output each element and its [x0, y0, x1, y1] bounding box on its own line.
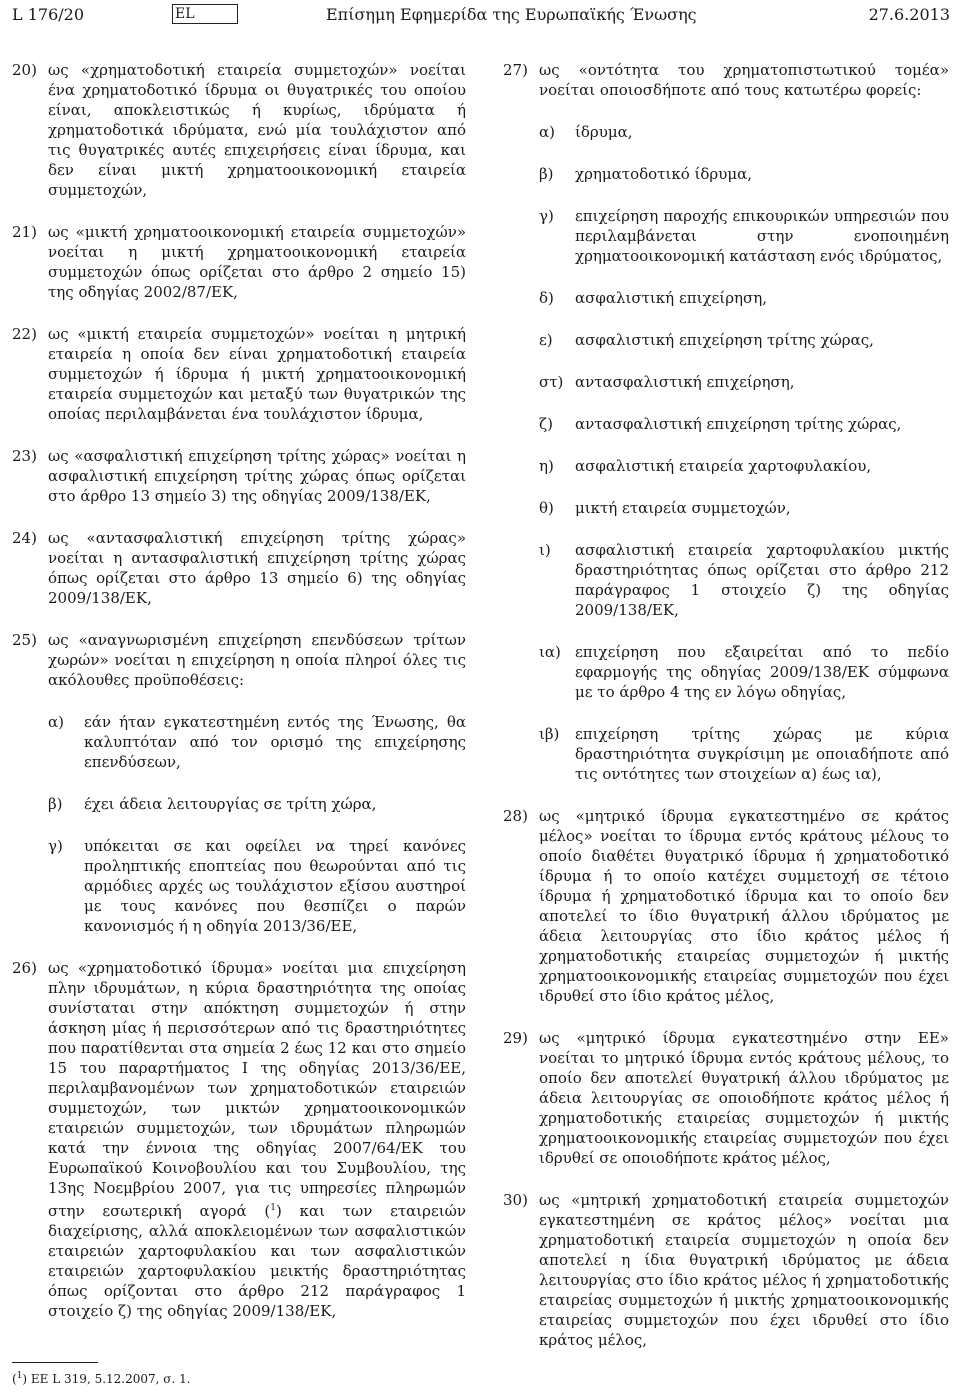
sub-label: α): [48, 713, 64, 731]
item-text: ως «μικτή εταιρεία συμμετοχών» νοείται η μητρική εταιρεία η οποία δεν είναι χρηματοδοτική εταιρεία συμμετοχών ή ίδρυμα ή μικτή χρηματοοικονομική εταιρεία συμμετοχών και μεταξύ των θυγατρικών της οποίας περιλαμβάνεται ένα τουλάχιστον ίδρυμα,: [48, 325, 466, 423]
sub-label: α): [539, 123, 555, 141]
definition-24: [12, 528, 466, 608]
item-text: ως «μικτή χρηματοοικονομική εταιρεία συμμετοχών» νοείται η μικτή χρηματοοικονομική εταιρεία συμμετοχών όπως ορίζεται στο άρθρο 2 σημείο 15) της οδηγίας 2002/87/ΕΚ,: [48, 223, 466, 301]
sub-text: ίδρυμα,: [575, 123, 633, 141]
definition-28: [503, 806, 949, 1006]
definition-29: [503, 1028, 949, 1168]
definition-23: [12, 446, 466, 506]
definition-27-sub-d: [539, 288, 949, 308]
definition-27-sub-th: [539, 498, 949, 518]
item-text: ως «οντότητα του χρηματοπιστωτικού τομέα» νοείται οποιοσδήποτε από τους κατωτέρω φορείς:: [539, 61, 949, 99]
item-number: 28): [503, 807, 528, 825]
item-number: 25): [12, 631, 37, 649]
sub-label: ζ): [539, 415, 553, 433]
definition-27-sub-z: [539, 414, 949, 434]
item-number: 24): [12, 529, 37, 547]
page-header: [12, 4, 950, 30]
definition-26: [12, 958, 466, 1321]
item-text: ως «αναγνωρισμένη επιχείρηση επενδύσεων τρίτων χωρών» νοείται η επιχείρηση η οποία πληροί όλες τις ακόλουθες προϋποθέσεις:: [48, 631, 466, 689]
definition-20: [12, 60, 466, 200]
footnote: ($^1$) ΕΕ L 319, 5.12.2007, σ. 1.: [12, 1371, 191, 1386]
sub-text: ασφαλιστική επιχείρηση τρίτης χώρας,: [575, 331, 874, 349]
sub-label: η): [539, 457, 554, 475]
sub-text: εάν ήταν εγκατεστημένη εντός της Ένωσης, θα καλυπτόταν από τον ορισμό της επιχείρησης επενδύσεων,: [84, 713, 466, 771]
definition-27: [503, 60, 949, 100]
sub-label: γ): [539, 207, 554, 225]
item-text-part2: ) και των εταιρειών διαχείρισης, αλλά αποκλειομένων των ασφαλιστικών εταιρειών χαρτοφυλακίου και των ασφαλιστικών εταιρειών χαρτοφυλακίου μεικτής δραστηριότητας όπως ορίζονται στο άρθρο 212 παράγραφος 1 στοιχείο ζ) της οδηγίας 2009/138/ΕΚ,: [48, 1202, 467, 1320]
definition-27-sub-b: [539, 164, 949, 184]
sub-label: ια): [539, 643, 561, 661]
sub-text: ασφαλιστική επιχείρηση,: [575, 289, 767, 307]
item-number: 20): [12, 61, 37, 79]
definition-21: [12, 222, 466, 302]
sub-label: στ): [539, 373, 564, 391]
definition-27-sub-st: [539, 372, 949, 392]
sub-label: β): [48, 795, 63, 813]
item-number: 23): [12, 447, 37, 465]
sub-text: χρηματοδοτικό ίδρυμα,: [575, 165, 753, 183]
sub-label: ε): [539, 331, 553, 349]
sub-text: ασφαλιστική εταιρεία χαρτοφυλακίου μικτής δραστηριότητας όπως ορίζεται στο άρθρο 212 παράγραφος 1 στοιχείο ζ) της οδηγίας 2009/138/ΕΚ,: [575, 541, 949, 619]
item-text: ως «μητρικό ίδρυμα εγκατεστημένο σε κράτος μέλος» νοείται το ίδρυμα εντός κράτους μέλους το οποίο διαθέτει θυγατρικό ίδρυμα ή χρηματοδοτικό ίδρυμα ή το οποίο κατέχει συμμετοχή σε τέτοιο ίδρυμα ή χρηματοδοτικό ίδρυμα και το οποίο δεν αποτελεί το ίδιο θυγατρική άλλου ιδρύματος με άδεια λειτουργίας στο ίδιο κράτος μέλος ή χρηματοδοτικής εταιρείας συμμετοχών ή μικτής χρηματοοικονομικής εταιρείας συμμετοχών που έχει ιδρυθεί στο ίδιο κράτος μέλος,: [539, 807, 949, 1005]
definition-22: [12, 324, 466, 424]
sub-label: ι): [539, 541, 551, 559]
left-column: [12, 60, 466, 1343]
footnote-number: 1: [16, 1371, 23, 1381]
definition-30: [503, 1190, 949, 1350]
definition-27-sub-e: [539, 330, 949, 350]
sub-text: επιχείρηση που εξαιρείται από το πεδίο εφαρμογής της οδηγίας 2009/138/ΕΚ σύμφωνα με το άρθρο 4 της εν λόγω οδηγίας,: [575, 643, 949, 701]
sub-label: γ): [48, 837, 63, 855]
item-number: 29): [503, 1029, 528, 1047]
sub-text: υπόκειται σε και οφείλει να τηρεί κανόνες προληπτικής εποπτείας που θεωρούνται από τις αρμόδιες αρχές ως τουλάχιστον εξίσου αυστηροί με τους κανόνες που θεσπίζει ο παρών κανονισμός ή η οδηγία 2013/36/ΕΕ,: [84, 837, 466, 935]
item-number: 26): [12, 959, 37, 977]
footnote-text: ΕΕ L 319, 5.12.2007, σ. 1.: [30, 1372, 191, 1386]
definition-27-sub-a: [539, 122, 949, 142]
language-code-box: EL: [172, 4, 238, 24]
item-number: 30): [503, 1191, 528, 1209]
definition-27-sub-ia: [539, 642, 949, 702]
sub-label: ιβ): [539, 725, 560, 743]
sub-label: β): [539, 165, 554, 183]
sub-text: μικτή εταιρεία συμμετοχών,: [575, 499, 791, 517]
page-reference: L 176/20: [12, 5, 84, 24]
sub-text: αντασφαλιστική επιχείρηση τρίτης χώρας,: [575, 415, 902, 433]
definition-25-sub-b: [48, 794, 466, 814]
item-number: 27): [503, 61, 528, 79]
journal-title: Επίσημη Εφημερίδα της Ευρωπαϊκής Ένωσης: [326, 5, 697, 24]
sub-text: αντασφαλιστική επιχείρηση,: [575, 373, 795, 391]
right-column: [503, 60, 949, 1372]
item-text: ως «ασφαλιστική επιχείρηση τρίτης χώρας» νοείται η ασφαλιστική επιχείρηση τρίτης χώρας όπως ορίζεται στο άρθρο 13 σημείο 3) της οδηγίας 2009/138/ΕΚ,: [48, 447, 466, 505]
footnote-reference[interactable]: 1: [270, 1203, 276, 1213]
definition-25: [12, 630, 466, 690]
item-text: ως «χρηματοδοτική εταιρεία συμμετοχών» νοείται ένα χρηματοδοτικό ίδρυμα οι θυγατρικές του οποίου είναι, αποκλειστικώς ή κυρίως, ιδρύματα ή χρηματοδοτικά ιδρύματα, ενώ μία τουλάχιστον από τις θυγατρικές αυτές επιχειρήσεις είναι ίδρυμα, και δεν είναι μικτή χρηματοοικονομική εταιρεία συμμετοχών,: [48, 61, 466, 199]
definition-27-sub-io: [539, 540, 949, 620]
item-number: 22): [12, 325, 37, 343]
sub-label: δ): [539, 289, 554, 307]
definition-27-sub-ib: [539, 724, 949, 784]
footnote-divider: [12, 1362, 98, 1363]
publication-date: 27.6.2013: [868, 5, 950, 24]
item-text: ως «μητρικό ίδρυμα εγκατεστημένο στην ΕΕ» νοείται το μητρικό ίδρυμα εντός κράτους μέλους, το οποίο δεν αποτελεί θυγατρική άλλου ιδρύματος με άδεια λειτουργίας σε οποιοδήποτε κράτος μέλος ή χρηματοδοτικής εταιρείας συμμετοχών ή μικτής χρηματοοικονομικής εταιρείας συμμετοχών που έχει ιδρυθεί σε οποιοδήποτε κράτος μέλος,: [539, 1029, 949, 1167]
sub-text: ασφαλιστική εταιρεία χαρτοφυλακίου,: [575, 457, 872, 475]
definition-27-sub-c: [539, 206, 949, 266]
sub-text: επιχείρηση παροχής επικουρικών υπηρεσιών που περιλαμβάνεται στην ενοποιημένη χρηματοοικονομική κατάσταση ενός ιδρύματος,: [575, 207, 949, 265]
sub-label: θ): [539, 499, 554, 517]
item-text-part1: ως «χρηματοδοτικό ίδρυμα» νοείται μια επιχείρηση πλην ιδρυμάτων, η κύρια δραστηριότητα της οποίας συνίσταται στην απόκτηση συμμετοχών ή στην άσκηση μίας ή περισσότερων από τις δραστηριότητες που παρατίθενται στα σημεία 2 έως 12 και στο σημείο 15 του παραρτήματος I της οδηγίας 2013/36/ΕΕ, περιλαμβανομένων των χρηματοδοτικών εταιρειών συμμετοχών, των μικτών χρηματοοικονομικών εταιρειών συμμετοχών, των ιδρυμάτων πληρωμών κατά την έννοια της οδηγίας 2007/64/ΕΚ του Ευρωπαϊκού Κοινοβουλίου και του Συμβουλίου, της 13ης Νοεμβρίου 2007, για τις υπηρεσίες πληρωμών στην εσωτερική αγορά (: [48, 959, 466, 1220]
sub-text: έχει άδεια λειτουργίας σε τρίτη χώρα,: [84, 795, 377, 813]
sub-text: επιχείρηση τρίτης χώρας με κύρια δραστηριότητα συγκρίσιμη με οποιαδήποτε από τις οντότητες των στοιχείων α) έως ια),: [575, 725, 949, 783]
definition-25-sub-a: [48, 712, 466, 772]
definition-25-sub-c: [48, 836, 466, 936]
item-text: ως «αντασφαλιστική επιχείρηση τρίτης χώρας» νοείται η αντασφαλιστική επιχείρηση τρίτης χώρας όπως ορίζεται στο άρθρο 13 σημείο 6) της οδηγίας 2009/138/ΕΚ,: [48, 529, 466, 607]
item-text: ως «μητρική χρηματοδοτική εταιρεία συμμετοχών εγκατεστημένη σε κράτος μέλος» νοείται μια χρηματοδοτική εταιρεία συμμετοχών η οποία δεν αποτελεί η ίδια θυγατρική ιδρύματος με άδεια λειτουργίας στο ίδιο κράτος μέλος ή χρηματοδοτικής εταιρείας συμμετοχών ή μικτής χρηματοοικονομικής εταιρείας συμμετοχών που έχει ιδρυθεί στο ίδιο κράτος μέλος,: [539, 1191, 949, 1349]
item-number: 21): [12, 223, 37, 241]
definition-27-sub-i: [539, 456, 949, 476]
